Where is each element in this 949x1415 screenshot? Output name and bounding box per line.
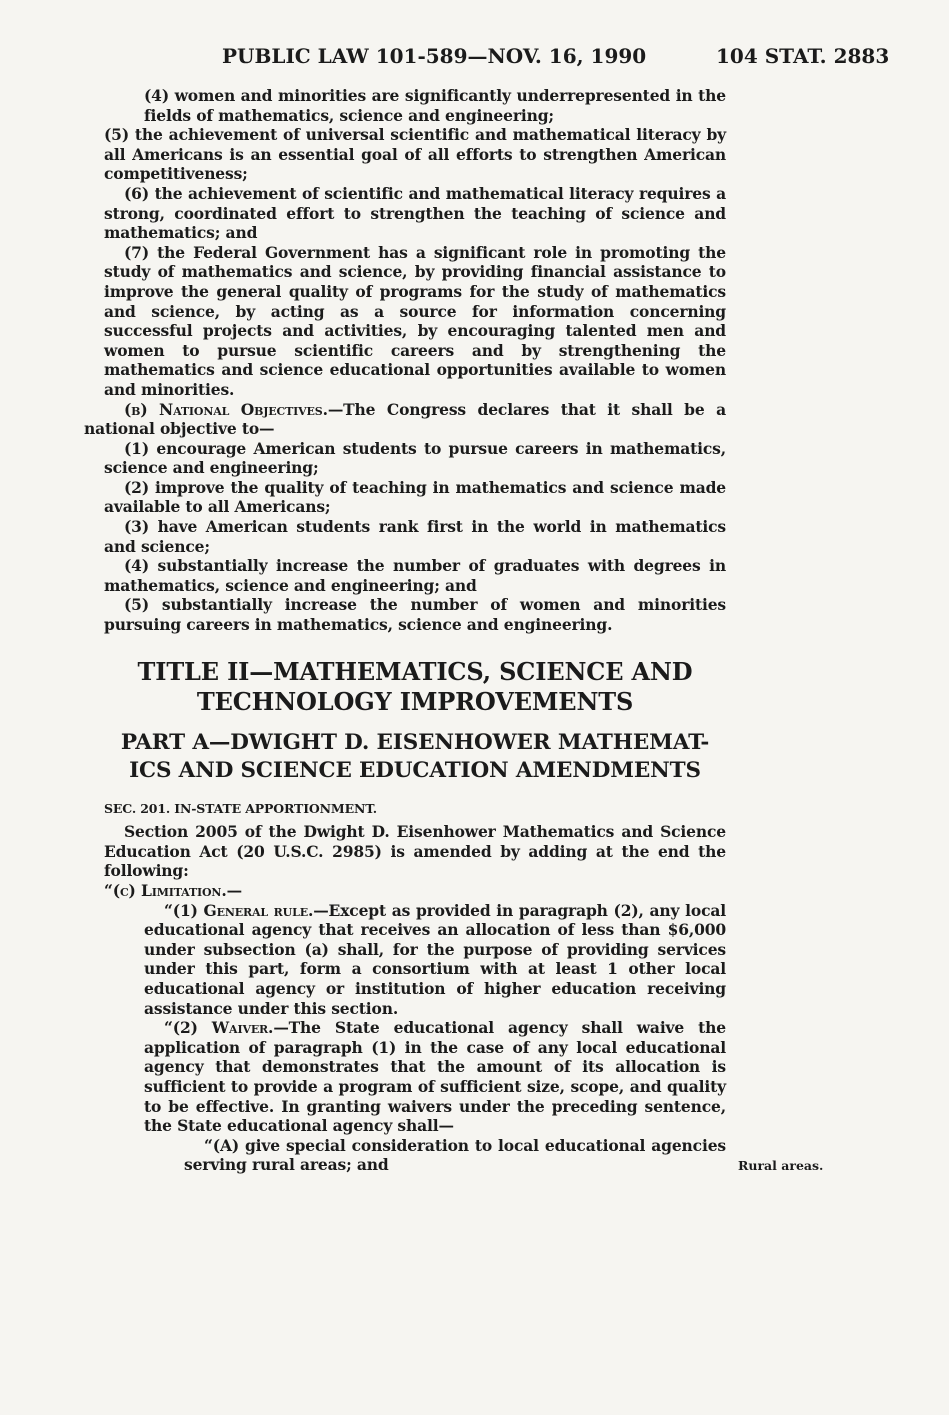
objective-4: (4) substantially increase the number of graduates with degrees in mathematics, science and engineering; and [104, 556, 726, 595]
general-rule-text: —Except as provided in paragraph (2), any local educational agency that receives an allocation of less than $6,000 under subsection (a) shall, for the purpose of providing services under this part, form a consortium with at least 1 other local educational agency or institution of higher education receiving assistance under this section. [144, 900, 726, 1018]
part-line-2: ICS AND SCIENCE EDUCATION AMENDMENTS [129, 757, 701, 783]
general-rule-label: “(1) General rule. [164, 900, 314, 920]
objective-1: (1) encourage American students to pursue careers in mathematics, science and engineering; [104, 438, 726, 478]
title-line-2: TECHNOLOGY IMPROVEMENTS [196, 686, 634, 716]
part-line-1: PART A—DWIGHT D. EISENHOWER MATHEMAT- [120, 729, 710, 755]
margin-note-rural-areas: Rural areas. [738, 1158, 824, 1173]
statute-body [84, 86, 727, 1175]
page-header [0, 44, 949, 72]
finding-6: (6) the achievement of scientific and mathematical literacy requires a strong, coordinated effort to strengthen the teaching of science and mathematics; and [104, 183, 726, 243]
limitation-dash: — [226, 881, 242, 900]
waiver-label: “(2) Waiver. [164, 1018, 274, 1038]
stat-page-number: 104 STAT. 2883 [716, 44, 890, 68]
finding-7: (7) the Federal Government has a significant role in promoting the study of mathematics and science, by providing financial assistance to improve the general quality of programs for the study of mathematics and science, by acting as a source for information concerning successful projects and activities, by encouraging talented men and women to pursue scientific careers and by strengthening the mathematics and science educational opportunities available to women and minorities. [104, 242, 726, 399]
section-heading: SEC. 201. IN-STATE APPORTIONMENT. [104, 800, 377, 816]
finding-4: (4) women and minorities are significantly underrepresented in the fields of mathematics, science and engineering; [144, 86, 726, 125]
part-heading [104, 729, 726, 785]
national-objectives-intro: —The Congress declares that it shall be a national objective to— [84, 399, 726, 439]
finding-5: (5) the achievement of universal scientific and mathematical literacy by all Americans is an essential goal of all efforts to strengthen American competitiveness; [104, 125, 726, 184]
clause-a: “(A) give special consideration to local educational agencies serving rural areas; and [184, 1135, 726, 1175]
limitation-label: “(c) Limitation. [104, 881, 227, 900]
limitation-heading [104, 881, 726, 901]
section-intro: Section 2005 of the Dwight D. Eisenhower Mathematics and Science Education Act (20 U.S.C. 2985) is amended by adding at the end the following: [104, 822, 726, 881]
running-head: PUBLIC LAW 101-589—NOV. 16, 1990 [222, 44, 647, 68]
objective-5: (5) substantially increase the number of women and minorities pursuing careers in mathematics, science and engineering. [104, 595, 726, 635]
general-rule-paragraph [104, 901, 726, 1019]
waiver-text: —The State educational agency shall waive the application of paragraph (1) in the case of any local educational agency that demonstrates that the amount of its allocation is sufficient to provide a program of sufficient size, scope, and quality to be effective. In granting waivers under the preceding sentence, the State educational agency shall— [144, 1018, 727, 1136]
national-objectives-label: (b) National Objectives. [124, 399, 328, 419]
title-heading [104, 657, 726, 717]
waiver-paragraph [104, 1018, 726, 1136]
objective-2: (2) improve the quality of teaching in mathematics and science made available to all Americans; [104, 477, 726, 517]
objective-3: (3) have American students rank first in the world in mathematics and science; [104, 517, 726, 556]
title-line-1: TITLE II—MATHEMATICS, SCIENCE AND [137, 656, 693, 686]
national-objectives [84, 400, 726, 439]
